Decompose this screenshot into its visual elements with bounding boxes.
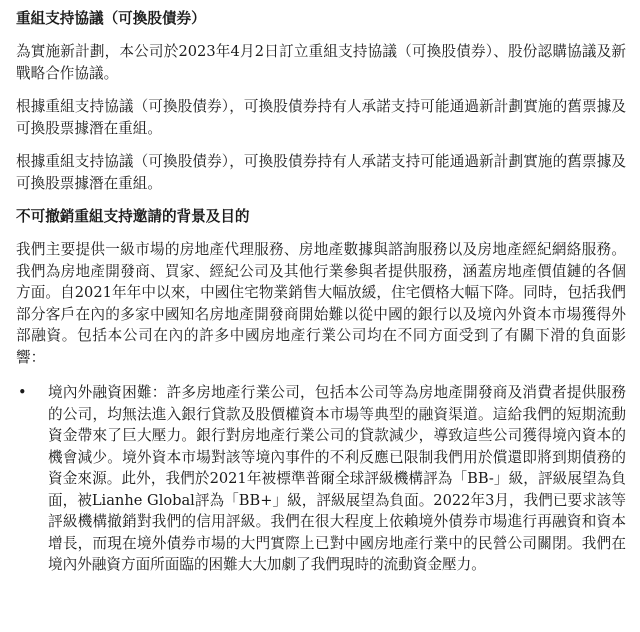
spacer: [16, 368, 626, 382]
bullet-text-financing-difficulties: 境內外融資困難：許多房地產行業公司，包括本公司等為房地產開發商及消費者提供服務的公司，均無法進入銀行貸款及股價權資本市場等典型的融資渠道。這給我們的短期流動資金帶來了巨大壓力。銀行對房地產行業公司的貸款減少，導致這些公司獲得境內資本的機會減少。境外資本市場對該等境內事件的不利反應已限制我們用於償還即將到期債務的資金來源。此外，我們於2021年被標準普爾全球評級機構評為「BB-」級，評級展望為負面，被Lianhe Global評為「BB+」級，評級展望為負面。2022年3月，我們已要求該等評級機構撤銷對我們的信用評級。我們在很大程度上依賴境外債券市場進行再融資和資本增長，而現在境外債券市場的大門實際上已對中國房地產行業中的民營公司關閉。我們在境內外融資方面所面臨的困難大大加劇了我們現時的流動資金壓力。: [48, 384, 626, 573]
spacer: [16, 194, 626, 206]
section-heading-restructuring-support: 重組支持協議（可換股債券）: [16, 10, 206, 27]
paragraph-support-undertaking-1: 根據重組支持協議（可換股債券），可換股債券持有人承諾支持可能通過新計劃實施的舊票據及可換股票據潛在重組。: [16, 98, 626, 137]
spacer: [16, 30, 626, 41]
spacer: [16, 139, 626, 151]
paragraph-support-undertaking-2: 根據重組支持協議（可換股債券），可換股債券持有人承諾支持可能通過新計劃實施的舊票據及可換股票據潛在重組。: [16, 153, 626, 192]
spacer: [16, 228, 626, 239]
paragraph-business-background: 我們主要提供一級市場的房地產代理服務、房地產數據與諮詢服務以及房地產經紀網絡服務。我們為房地產開發商、買家、經紀公司及其他行業參與者提供服務，涵蓋房地產價值鏈的各個方面。自2021年年中以來，中國住宅物業銷售大幅放緩，住宅價格大幅下降。同時，包括我們部分客戶在內的多家中國知名房地產開發商開始難以從中國的銀行以及境內外資本市場獲得外部融資。包括本公司在內的許多中國房地產行業公司均在不同方面受到了有關下滑的負面影響：: [16, 241, 626, 366]
section-heading-background-purpose: 不可撤銷重組支持邀請的背景及目的: [16, 208, 250, 225]
bullet-item-financing-difficulties: [16, 382, 626, 576]
bullet-icon: •: [18, 384, 27, 401]
paragraph-new-scheme: 為實施新計劃，本公司於2023年4月2日訂立重組支持協議（可換股債券）、股份認購協議及新戰略合作協議。: [16, 43, 626, 82]
spacer: [16, 84, 626, 96]
